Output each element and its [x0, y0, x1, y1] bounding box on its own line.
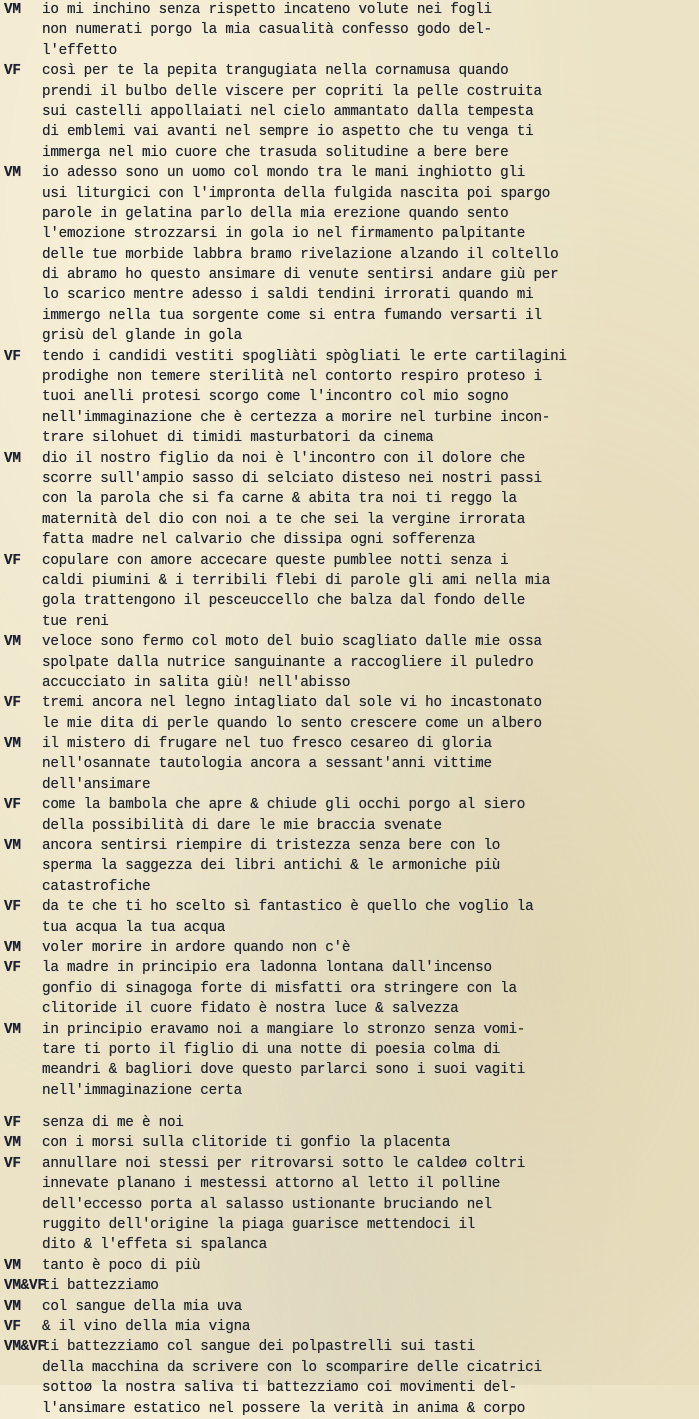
- text-line: [4, 1081, 699, 1101]
- line-text: tuoi anelli protesi scorgo come l'incontro col mio sogno: [42, 389, 509, 406]
- text-line: [4, 979, 699, 999]
- speaker-label: VF: [4, 797, 21, 814]
- text-line: [4, 245, 699, 265]
- text-line: [4, 469, 699, 489]
- line-text: con la parola che si fa carne & abita tra noi ti reggo la: [42, 491, 517, 508]
- text-line: [4, 408, 699, 428]
- line-text: senza di me è noi: [42, 1115, 184, 1132]
- text-line: [4, 591, 699, 611]
- text-line: [4, 714, 699, 734]
- line-text: tanto è poco di più: [42, 1257, 201, 1274]
- stanza-gap: [4, 1101, 699, 1113]
- line-text: di emblemi vai avanti nel sempre io aspetto che tu venga ti: [42, 124, 534, 141]
- line-text: così per te la pepita trangugiata nella cornamusa quando: [42, 63, 509, 80]
- line-text: dell'ansimare: [42, 776, 151, 793]
- speaker-label: VF: [4, 1155, 21, 1172]
- line-text: lo scarico mentre adesso i saldi tendini irrorati quando mi: [42, 287, 534, 304]
- text-line: [4, 1113, 699, 1133]
- line-text: immergo nella tua sorgente come si entra fumando versarti il: [42, 307, 542, 324]
- text-line: [4, 938, 699, 958]
- text-line: [4, 571, 699, 591]
- speaker-label: VM: [4, 1021, 21, 1038]
- speaker-label: VM: [4, 939, 21, 956]
- text-line: [4, 856, 699, 876]
- line-text: ruggito dell'origine la piaga guarisce mettendoci il: [42, 1217, 476, 1234]
- text-line: [4, 20, 699, 40]
- speaker-label: VM&VF: [4, 1278, 46, 1295]
- line-text: nell'osannate tautologia ancora a sessant'anni vittime: [42, 756, 492, 773]
- line-text: ancora sentirsi riempire di tristezza senza bere con lo: [42, 838, 501, 855]
- speaker-label: VF: [4, 1115, 21, 1132]
- line-text: copulare con amore accecare queste pumblee notti senza i: [42, 552, 509, 569]
- line-text: tua acqua la tua acqua: [42, 919, 226, 936]
- text-line: [4, 1215, 699, 1235]
- text-line: [4, 61, 699, 81]
- text-line: [4, 775, 699, 795]
- line-text: sperma la saggezza dei libri antichi & le armoniche più: [42, 858, 501, 875]
- text-line: [4, 836, 699, 856]
- text-line: [4, 1154, 699, 1174]
- line-text: voler morire in ardore quando non c'è: [42, 939, 351, 956]
- text-line: [4, 510, 699, 530]
- line-text: della macchina da scrivere con lo scomparire delle cicatrici: [42, 1359, 542, 1376]
- text-line: [4, 122, 699, 142]
- speaker-label: VF: [4, 63, 21, 80]
- line-text: & il vino della mia vigna: [42, 1319, 251, 1335]
- text-line: [4, 102, 699, 122]
- line-text: annullare noi stessi per ritrovarsi sotto le caldeø coltri: [42, 1155, 526, 1172]
- line-text: dio il nostro figlio da noi è l'incontro con il dolore che: [42, 450, 526, 467]
- text-line: [4, 673, 699, 693]
- speaker-label: VM: [4, 1298, 21, 1315]
- line-text: l'effetto: [42, 42, 117, 59]
- text-line: [4, 1040, 699, 1060]
- line-text: prendi il bulbo delle viscere per copriti la pelle costruita: [42, 83, 542, 100]
- text-line: [4, 82, 699, 102]
- line-text: tare ti porto il figlio di una notte di poesia colma di: [42, 1041, 501, 1058]
- line-text: in principio eravamo noi a mangiare lo stronzo senza vomi-: [42, 1021, 526, 1038]
- text-line: [4, 489, 699, 509]
- text-line: [4, 204, 699, 224]
- text-line: [4, 1317, 699, 1337]
- line-text: della possibilità di dare le mie braccia svenate: [42, 817, 442, 834]
- text-line: [4, 1235, 699, 1255]
- speaker-label: VM: [4, 165, 21, 182]
- line-text: ti battezziamo: [42, 1278, 159, 1295]
- speaker-label: VM: [4, 1135, 21, 1152]
- text-line: [4, 41, 699, 61]
- line-text: gonfio di sinagoga forte di misfatti ora stringere con la: [42, 980, 517, 997]
- text-line: [4, 224, 699, 244]
- text-line: [4, 1256, 699, 1276]
- text-line: [4, 285, 699, 305]
- text-line: [4, 326, 699, 346]
- text-line: [4, 999, 699, 1019]
- text-line: [4, 653, 699, 673]
- text-line: [4, 1378, 699, 1398]
- line-text: grisù del glande in gola: [42, 328, 242, 345]
- line-text: sui castelli appollaiati nel cielo ammantato dalla tempesta: [42, 103, 534, 120]
- line-text: gola trattengono il pesceuccello che balza dal fondo delle: [42, 593, 526, 610]
- speaker-label: VM: [4, 634, 21, 651]
- speaker-label: VM&VF: [4, 1339, 46, 1356]
- line-text: nell'immaginazione che è certezza a morire nel turbine incon-: [42, 409, 551, 426]
- speaker-label: VF: [4, 695, 21, 712]
- line-text: da te che ti ho scelto sì fantastico è quello che voglio la: [42, 899, 534, 916]
- text-line: [4, 918, 699, 938]
- text-line: [4, 306, 699, 326]
- line-text: io mi inchino senza rispetto incateno volute nei fogli: [42, 2, 492, 18]
- line-text: dito & l'effeta si spalanca: [42, 1237, 267, 1254]
- text-line: [4, 1133, 699, 1153]
- text-line: [4, 1297, 699, 1317]
- speaker-label: VF: [4, 1319, 21, 1335]
- text-line: [4, 265, 699, 285]
- line-text: tremi ancora nel legno intagliato dal sole vi ho incastonato: [42, 695, 542, 712]
- line-text: col sangue della mia uva: [42, 1298, 242, 1315]
- line-text: scorre sull'ampio sasso di selciato disteso nei nostri passi: [42, 470, 542, 487]
- line-text: trare silohuet di timidi masturbatori da cinema: [42, 430, 434, 447]
- text-line: [4, 734, 699, 754]
- text-line: [4, 897, 699, 917]
- text-line: [4, 632, 699, 652]
- text-line: [4, 612, 699, 632]
- speaker-label: VM: [4, 2, 21, 18]
- text-line: [4, 1174, 699, 1194]
- text-line: [4, 1337, 699, 1357]
- line-text: prodighe non temere sterilità nel contorto respiro proteso i: [42, 369, 542, 386]
- speaker-label: VM: [4, 1257, 21, 1274]
- text-line: [4, 1195, 699, 1215]
- text-line: [4, 1276, 699, 1296]
- line-text: tendo i candidi vestiti spogliàti spògliati le erte cartilagini: [42, 348, 567, 365]
- line-text: maternità del dio con noi a te che sei la vergine irrorata: [42, 511, 526, 528]
- line-text: ti battezziamo col sangue dei polpastrelli sui tasti: [42, 1339, 476, 1356]
- text-line: [4, 530, 699, 550]
- text-line: [4, 0, 699, 20]
- text-line: [4, 367, 699, 387]
- line-text: nell'immaginazione certa: [42, 1082, 242, 1099]
- line-text: le mie dita di perle quando lo sento crescere come un albero: [42, 715, 542, 732]
- line-text: immerga nel mio cuore che trasuda solitudine a bere bere: [42, 144, 509, 161]
- line-text: caldi piumini & i terribili flebi di parole gli ami nella mia: [42, 572, 551, 589]
- line-text: innevate planano i mestessi attorno al letto il polline: [42, 1176, 501, 1193]
- text-line: [4, 1358, 699, 1378]
- line-text: l'emozione strozzarsi in gola io nel firmamento palpitante: [42, 226, 526, 243]
- line-text: meandri & bagliori dove questo parlarci sono i suoi vagiti: [42, 1062, 526, 1079]
- speaker-label: VM: [4, 838, 21, 855]
- line-text: veloce sono fermo col moto del buio scagliato dalle mie ossa: [42, 634, 542, 651]
- text-line: [4, 958, 699, 978]
- text-line: [4, 551, 699, 571]
- text-line: [4, 693, 699, 713]
- line-text: accucciato in salita giù! nell'abisso: [42, 674, 351, 691]
- text-line: [4, 449, 699, 469]
- speaker-label: VF: [4, 348, 21, 365]
- text-line: [4, 163, 699, 183]
- text-line: [4, 347, 699, 367]
- line-text: io adesso sono un uomo col mondo tra le mani inghiotto gli: [42, 165, 526, 182]
- speaker-label: VM: [4, 450, 21, 467]
- text-line: [4, 428, 699, 448]
- line-text: delle tue morbide labbra bramo rivelazione alzando il coltello: [42, 246, 559, 263]
- line-text: spolpate dalla nutrice sanguinante a raccogliere il puledro: [42, 654, 534, 671]
- text-line: [4, 795, 699, 815]
- line-text: di abramo ho questo ansimare di venute sentirsi andare giù per: [42, 267, 559, 284]
- line-text: non numerati porgo la mia casualità confesso godo del-: [42, 22, 492, 39]
- text-line: [4, 1020, 699, 1040]
- line-text: usi liturgici con l'impronta della fulgida nascita poi spargo: [42, 185, 551, 202]
- line-text: il mistero di frugare nel tuo fresco cesareo di gloria: [42, 736, 492, 753]
- line-text: fatta madre nel calvario che dissipa ogni sofferenza: [42, 532, 476, 549]
- line-text: tue reni: [42, 613, 109, 630]
- text-line: [4, 1399, 699, 1419]
- line-text: l'ansimare estatico nel possere la verità in anima & corpo: [42, 1400, 526, 1417]
- text-line: [4, 1060, 699, 1080]
- speaker-label: VM: [4, 736, 21, 753]
- text-line: [4, 754, 699, 774]
- line-text: dell'eccesso porta al salasso ustionante bruciando nel: [42, 1196, 492, 1213]
- text-line: [4, 387, 699, 407]
- line-text: clitoride il cuore fidato è nostra luce & salvezza: [42, 1001, 459, 1018]
- line-text: con i morsi sulla clitoride ti gonfio la placenta: [42, 1135, 451, 1152]
- speaker-label: VF: [4, 552, 21, 569]
- speaker-label: VF: [4, 899, 21, 916]
- line-text: parole in gelatina parlo della mia erezione quando sento: [42, 205, 509, 222]
- text-line: [4, 184, 699, 204]
- speaker-label: VF: [4, 960, 21, 977]
- text-line: [4, 816, 699, 836]
- line-text: sottoø la nostra saliva ti battezziamo coi movimenti del-: [42, 1380, 517, 1397]
- text-line: [4, 877, 699, 897]
- line-text: la madre in principio era ladonna lontana dall'incenso: [42, 960, 492, 977]
- line-text: catastrofiche: [42, 878, 151, 895]
- line-text: come la bambola che apre & chiude gli occhi porgo al siero: [42, 797, 526, 814]
- text-line: [4, 143, 699, 163]
